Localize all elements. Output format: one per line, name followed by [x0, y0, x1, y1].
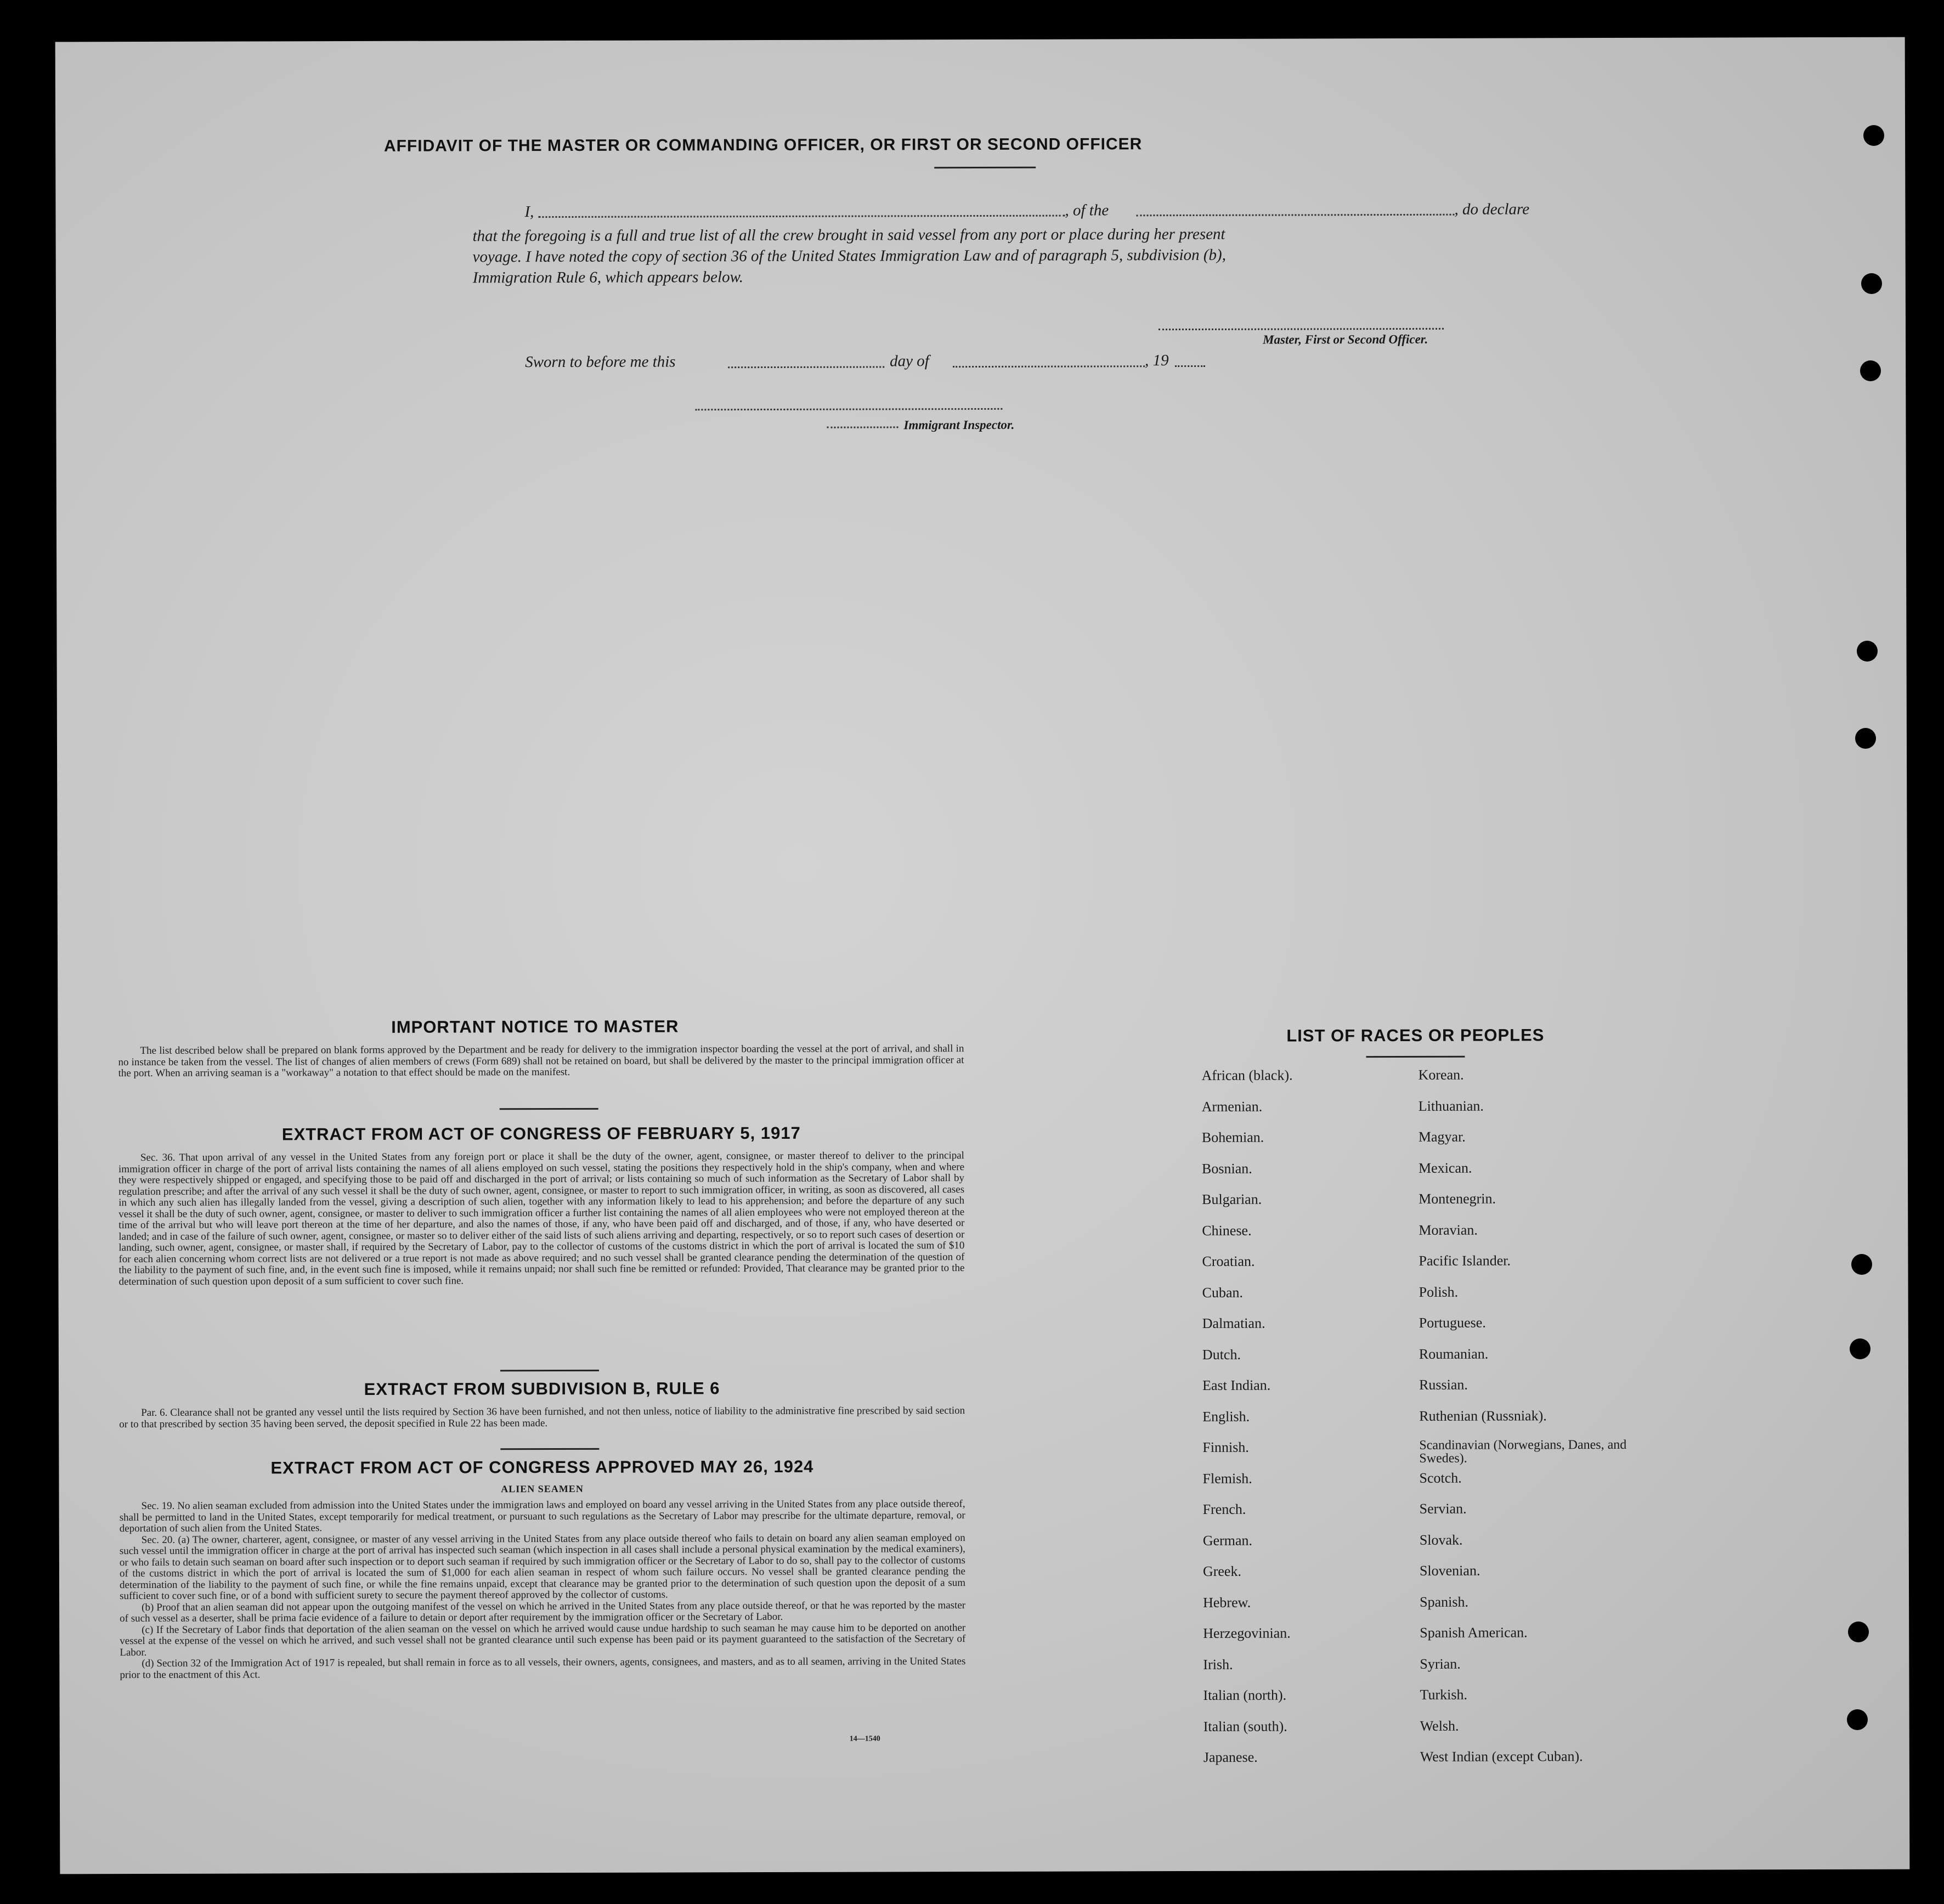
race-item: Servian.: [1419, 1500, 1467, 1517]
rule6-rule: [500, 1448, 599, 1450]
sworn-year-blank: [1175, 365, 1205, 367]
race-item: Croatian.: [1202, 1253, 1255, 1269]
race-item: Spanish.: [1420, 1594, 1468, 1610]
race-item: Montenegrin.: [1419, 1190, 1496, 1207]
affidavit-of-the: , of the: [1065, 201, 1109, 219]
race-item: Welsh.: [1420, 1717, 1459, 1734]
master-signature-line: [1159, 328, 1444, 330]
punch-hole: [1851, 1254, 1872, 1275]
race-item: Portuguese.: [1419, 1314, 1486, 1331]
affidavit-declare: , do declare: [1454, 200, 1530, 218]
punch-hole: [1850, 1338, 1870, 1359]
notice-text: The list described below shall be prepared on blank forms approved by the Department and be ready for delivery to the immigration inspector boarding the vessel at the port of arrival, and shall in no instance be taken from the vessel. The list of changes of alien members of crews (Form 689) shall not be retained on board, but shall be delivered by the master to the principal immigration officer at the port. When an arriving seaman is a "workaway" a notation to that effect should be made on the manifest.: [118, 1043, 964, 1080]
race-item: Bosnian.: [1201, 1160, 1252, 1177]
race-item: Ruthenian (Russniak).: [1419, 1407, 1547, 1424]
sworn-label: Sworn to before me this: [525, 353, 676, 371]
race-item: Irish.: [1203, 1656, 1233, 1673]
race-item: Armenian.: [1201, 1098, 1263, 1115]
race-item: Dutch.: [1202, 1346, 1241, 1363]
punch-hole: [1861, 273, 1882, 294]
affidavit-line2: that the foregoing is a full and true list of all the crew brought in said vessel from any port or place during her present: [472, 225, 1225, 245]
affidavit-line3: voyage. I have noted the copy of section 36 of the United States Immigration Law and of paragraph 5, subdivision (b),: [472, 246, 1226, 266]
race-item: Syrian.: [1420, 1656, 1461, 1672]
race-item: Turkish.: [1420, 1686, 1468, 1703]
affidavit-i: I,: [524, 203, 534, 221]
race-item: Herzegovinian.: [1203, 1625, 1291, 1641]
rule6-text: Par. 6. Clearance shall not be granted any vessel until the lists required by Section 36 have been furnished, and not then unless, notice of liability to the administrative fine prescribed by said section or to that prescribed by section 35 having been served, the deposit specified in Rule 22 has been made.: [119, 1405, 965, 1430]
affidavit-title: AFFIDAVIT OF THE MASTER OR COMMANDING OFFICER, OR FIRST OR SECOND OFFICER: [383, 135, 1143, 155]
extract-1917-text: Sec. 36. That upon arrival of any vessel in the United States from any foreign port or place it shall be the duty of the owner, agent, consignee, or master thereof to deliver to the principal immigration officer in charge of the port of arrival lists containing the names of all aliens employed on such vessel, stating the positions they respectively hold in the ship's company, when and where they were respectively shipped or engaged, and specifying those to be paid off and discharged in the port of arrival; or lists containing so much of such information as the Secretary of Labor shall by regulation prescribe; and after the arrival of any such vessel it shall be the duty of such owner, agent, consignee, or master to report to such immigration officer, in writing, as soon as discovered, all cases in which any such alien has illegally landed from the vessel, giving a description of such alien, together with any information likely to lead to his apprehension; and before the departure of any such vessel it shall be the duty of such owner, agent, consignee, or master to deliver to such immigration officer a further list containing the names of all alien employees who were not employed thereon at the time of the arrival but who will leave port thereon at the time of her departure, and also the names of those, if any, who have been paid off and discharged, and of those, if any, who have deserted or landed; and in case of the failure of such owner, agent, consignee, or master so to deliver either of the said lists of such aliens arriving and departing, respectively, or so to report such cases of desertion or landing, such owner, agent, consignee, or master shall, if required by the Secretary of Labor, pay to the collector of customs of the customs district in which the port of arrival is located the sum of $10 for each alien concerning whom correct lists are not delivered or a true report is not made as above required; and no such vessel shall be granted clearance pending the determination of the question of the liability to the payment of such fine, and, in the event such fine is imposed, while it remains unpaid; nor shall such fine be remitted or refunded: Provided, That clearance may be granted prior to the determination of such question upon deposit of a sum sufficient to cover such fine.: [118, 1150, 965, 1287]
master-signature-label: Master, First or Second Officer.: [1263, 332, 1428, 347]
race-item: Mexican.: [1418, 1160, 1472, 1176]
races-title-rule: [1366, 1056, 1465, 1058]
race-item: Hebrew.: [1203, 1594, 1251, 1611]
punch-hole: [1848, 1621, 1869, 1642]
race-item: Bulgarian.: [1202, 1191, 1262, 1207]
race-item: Scandinavian (Norwegians, Danes, and Swedes).: [1419, 1437, 1627, 1466]
extract-1924-title: EXTRACT FROM ACT OF CONGRESS APPROVED MAY 26, 1924: [270, 1456, 814, 1478]
race-item: French.: [1202, 1501, 1246, 1517]
race-item: Russian.: [1419, 1376, 1468, 1393]
document-page: [55, 37, 1910, 1874]
race-item: Italian (north).: [1203, 1687, 1287, 1703]
extract-1924-body: [120, 1499, 966, 1681]
extract-1917-title: EXTRACT FROM ACT OF CONGRESS OF FEBRUARY 5, 1917: [281, 1123, 801, 1144]
race-item: Roumanian.: [1419, 1346, 1489, 1362]
punch-hole: [1855, 728, 1876, 749]
alien-seamen-subtitle: ALIEN SEAMEN: [501, 1483, 584, 1495]
race-item: West Indian (except Cuban).: [1420, 1748, 1583, 1765]
name-blank: [538, 215, 1065, 218]
punch-hole: [1860, 360, 1881, 381]
race-item: German.: [1202, 1532, 1253, 1549]
inspector-short-line: [827, 426, 898, 428]
sec19-text: Sec. 19. No alien seaman excluded from admission into the United States under the immigration laws and employed on board any vessel arriving in the United States from any place outside thereof, shall be permitted to land in the United States, except temporarily for medical treatment, or pursuant to such regulations as the Secretary of Labor may prescribe for the ultimate departure, removal, or deportation of such alien from the United States.: [119, 1498, 965, 1535]
inspector-label: Immigrant Inspector.: [903, 417, 1015, 432]
race-item: Dalmatian.: [1202, 1315, 1265, 1331]
races-column-1: [1202, 1067, 1412, 1780]
race-item: Moravian.: [1419, 1222, 1478, 1238]
vessel-blank: [1136, 214, 1454, 217]
race-item: Greek.: [1202, 1563, 1241, 1579]
race-item: Scotch.: [1419, 1470, 1462, 1486]
rule6-title: EXTRACT FROM SUBDIVISION B, RULE 6: [364, 1378, 720, 1399]
race-item: Chinese.: [1202, 1222, 1252, 1239]
punch-hole: [1863, 125, 1884, 146]
sec20c-text: (c) If the Secretary of Labor finds that deportation of the alien seaman on the vessel on which he arrived would cause undue hardship to such seaman he may cause him to be deported on another vessel at the expense of the vessel on which he arrived, and such vessel shall not be granted clearance until such expense has been paid or its payment guaranteed to the satisfaction of the Secretary of Labor.: [120, 1621, 966, 1658]
notice-title: IMPORTANT NOTICE TO MASTER: [391, 1016, 679, 1037]
race-item: Cuban.: [1202, 1284, 1244, 1301]
sworn-day-blank: [728, 366, 884, 368]
races-title: LIST OF RACES OR PEOPLES: [1286, 1025, 1545, 1046]
sec20d-text: (d) Section 32 of the Immigration Act of 1917 is repealed, but shall remain in force as to all vessels, their owners, agents, consignees, and masters, and as to all seamen, arriving in the United States prior to the enactment of this Act.: [120, 1656, 966, 1681]
race-item: Pacific Islander.: [1419, 1252, 1511, 1269]
race-item: Slovenian.: [1419, 1562, 1480, 1579]
race-item: East Indian.: [1202, 1377, 1271, 1393]
form-number: 14—1540: [849, 1734, 880, 1743]
race-item: Slovak.: [1419, 1532, 1463, 1548]
sec20a-text: Sec. 20. (a) The owner, charterer, agent, consignee, or master of any vessel arriving in the United States from any place outside thereof who fails to detain on board any alien seaman employed on such vessel until the immigration officer in charge at the port of arrival has inspected such seaman (which inspection in all cases shall include a personal physical examination by the medical examiners), or who fails to detain such seaman on board after such inspection or to deport such seaman if required by such immigration officer or the Secretary of Labor to do so, shall pay to the collector of customs of the customs district in which the port of arrival is located the sum of $1,000 for each alien seaman in respect of whom such failure occurs. No vessel shall be granted clearance pending the determination of the liability to the payment of such fine, or while the fine remains unpaid, except that clearance may be granted prior to the determination of such question upon the deposit of a sum sufficient to cover such fine, or of a bond with sufficient surety to secure the payment thereof approved by the collector of customs.: [119, 1532, 966, 1602]
sworn-month-blank: [953, 365, 1145, 368]
race-item: Italian (south).: [1203, 1718, 1287, 1734]
race-item: Lithuanian.: [1418, 1098, 1484, 1114]
race-item: Magyar.: [1418, 1128, 1466, 1145]
race-item: Japanese.: [1203, 1749, 1258, 1765]
race-item: Flemish.: [1202, 1470, 1252, 1487]
inspector-signature-line: [695, 408, 1002, 410]
race-item: Korean.: [1418, 1066, 1464, 1083]
sec20b-text: (b) Proof that an alien seaman did not appear upon the outgoing manifest of the vessel on which he arrived in the United States from any place outside thereof, or that he was reported by the master of such vessel as a deserter, shall be prima facie evidence of a failure to detain or deport after requirement by the immigration officer or the Secretary of Labor.: [120, 1599, 966, 1625]
year-label: , 19: [1145, 352, 1169, 370]
punch-hole: [1847, 1709, 1868, 1730]
affidavit-title-rule: [934, 167, 1036, 168]
race-item: African (black).: [1201, 1067, 1293, 1083]
race-item: Finnish.: [1202, 1439, 1249, 1455]
affidavit-line4: Immigration Rule 6, which appears below.: [472, 268, 744, 287]
day-of-label: day of: [890, 352, 929, 370]
races-column-2: [1419, 1066, 1640, 1780]
race-item: Spanish American.: [1420, 1624, 1528, 1641]
race-item: Polish.: [1419, 1284, 1459, 1300]
race-item: English.: [1202, 1408, 1250, 1425]
race-item: Bohemian.: [1201, 1129, 1264, 1145]
punch-hole: [1857, 641, 1878, 662]
extract-1917-rule: [500, 1370, 599, 1371]
notice-rule: [500, 1108, 598, 1110]
